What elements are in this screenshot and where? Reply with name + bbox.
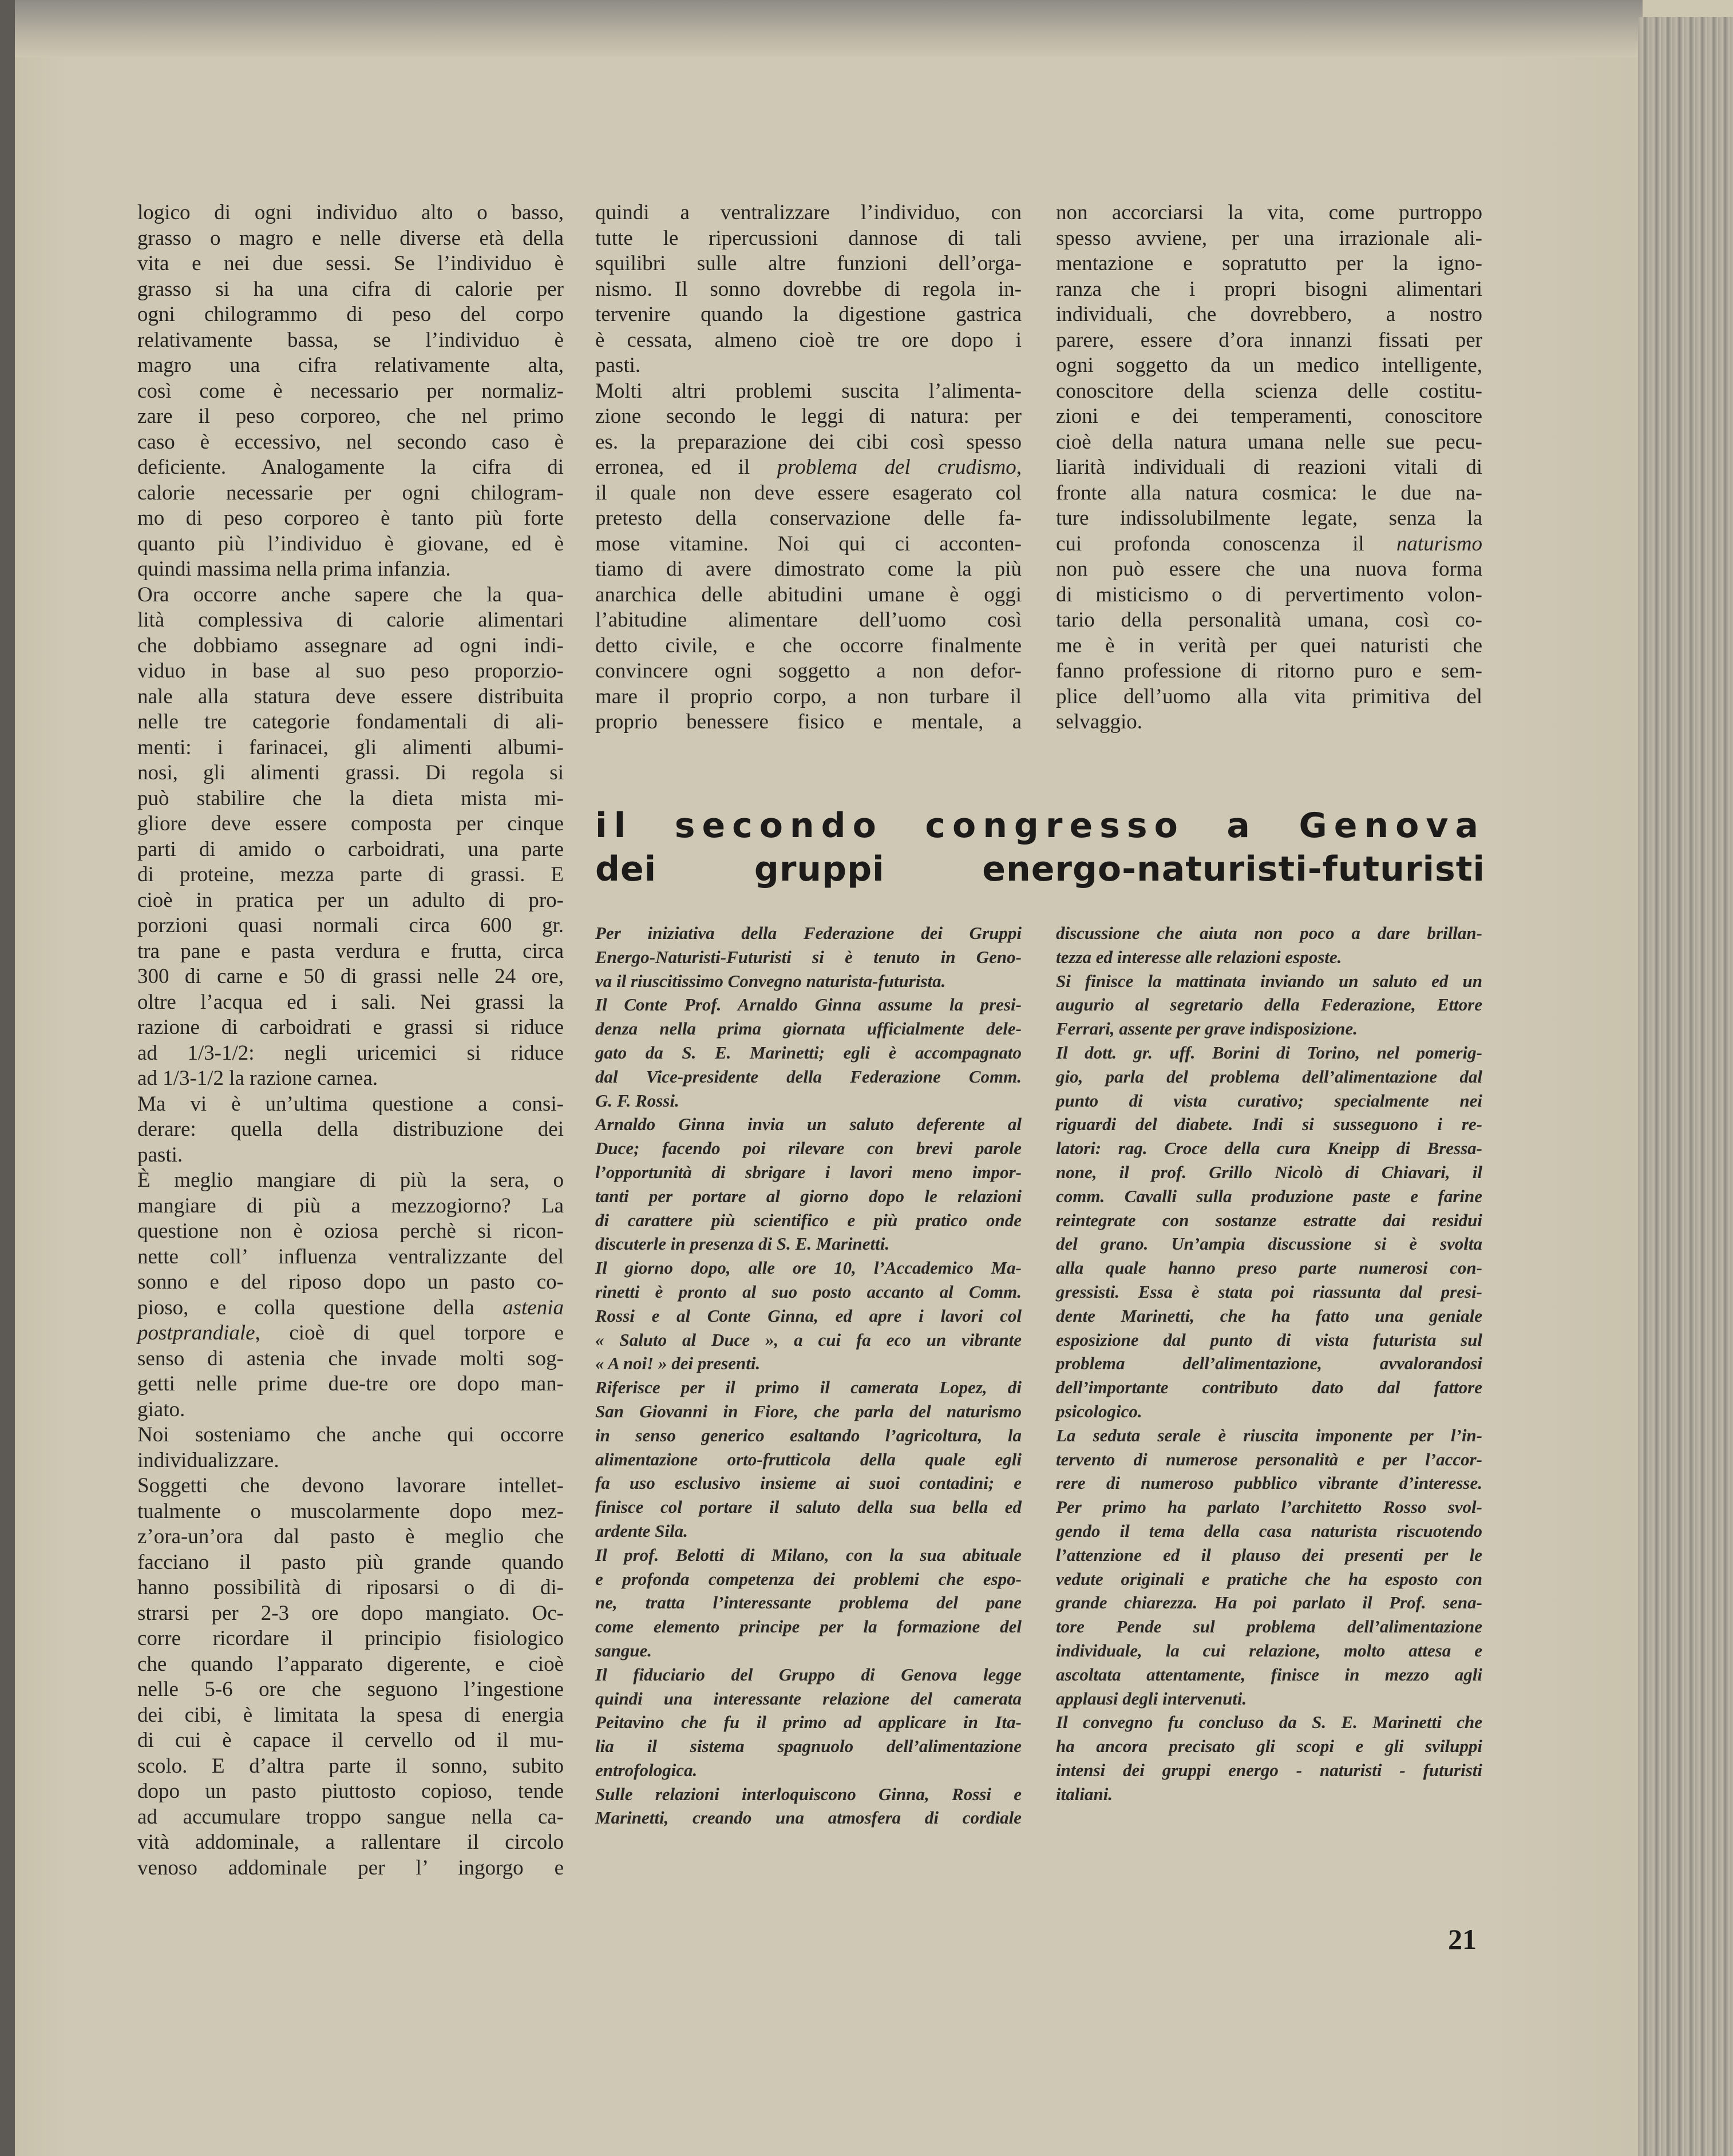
text-line: e profonda competenza dei problemi che espo- bbox=[595, 1568, 1022, 1589]
text-line: proprio benessere fisico e mentale, a bbox=[595, 710, 1022, 734]
text-line: l’abitudine alimentare dell’uomo così bbox=[595, 608, 1022, 632]
text-line: del grano. Un’ampia discussione si è svolta bbox=[1056, 1234, 1482, 1254]
text-line: nelle tre categorie fondamentali di ali- bbox=[137, 710, 564, 734]
text-line: lità complessiva di calorie alimentari bbox=[137, 608, 564, 632]
text-line: Marinetti, creando una atmosfera di cordiale bbox=[595, 1808, 1022, 1828]
text-line bbox=[595, 455, 1022, 481]
text-line: liarità individuali di reazioni vitali di bbox=[1056, 455, 1482, 479]
paragraph bbox=[595, 993, 1022, 1112]
text-line: tore Pende sul problema dell’alimentazione bbox=[1056, 1616, 1482, 1637]
text-line: quindi una interessante relazione del camerata bbox=[595, 1688, 1022, 1709]
text-line: strarsi per 2-3 ore dopo mangiato. Oc- bbox=[137, 1601, 564, 1625]
text-line: grasso si ha una cifra di calorie per bbox=[137, 277, 564, 301]
text-line: porzioni quasi normali circa 600 gr. bbox=[137, 914, 564, 937]
text-line bbox=[1056, 532, 1482, 557]
text-line: dell’importante contributo dato dal fattore bbox=[1056, 1377, 1482, 1398]
text-line: va il riuscitissimo Convegno naturista-futurista. bbox=[595, 970, 946, 991]
text-line: fa uso esclusivo insieme ai suoi contadini; e bbox=[595, 1473, 1022, 1493]
text-line: ad 1/3-1/2 la razione carnea. bbox=[137, 1067, 378, 1090]
text-line: getti nelle prime due-tre ore dopo man- bbox=[137, 1372, 564, 1396]
text-line: l’opportunità di sbrigare i lavori meno impor- bbox=[595, 1162, 1022, 1182]
text-line: ranza che i propri bisogni alimentari bbox=[1056, 277, 1482, 301]
paragraph bbox=[1056, 1041, 1482, 1424]
text-line: es. la preparazione dei cibi così spesso bbox=[595, 430, 1022, 454]
text-line: ture indissolubilmente legate, senza la bbox=[1056, 506, 1482, 530]
paragraph bbox=[137, 200, 564, 582]
text-line: quindi massima nella prima infanzia. bbox=[137, 557, 451, 581]
text-line: fronte alla natura cosmica: le due na- bbox=[1056, 481, 1482, 505]
text-line: zione secondo le leggi di natura: per bbox=[595, 405, 1022, 428]
text-line: ne, tratta l’interessante problema del pane bbox=[595, 1592, 1022, 1613]
article-column-3 bbox=[1056, 200, 1482, 735]
text-line: può stabilire che la dieta mista mi- bbox=[137, 786, 564, 810]
text-line: vita e nei due sessi. Se l’individuo è bbox=[137, 252, 564, 275]
text-line: caso è eccessivo, nel secondo caso è bbox=[137, 430, 564, 454]
paragraph bbox=[595, 1782, 1022, 1830]
text-line: psicologico. bbox=[1056, 1401, 1142, 1421]
text-line: oltre l’acqua ed i sali. Nei grassi la bbox=[137, 990, 564, 1014]
text-line: nismo. Il sonno dovrebbe di regola in- bbox=[595, 277, 1022, 301]
text-line: relativamente bassa, se l’individuo è bbox=[137, 328, 564, 352]
text-line: tiamo di avere dimostrato come la più bbox=[595, 557, 1022, 581]
text-line: selvaggio. bbox=[1056, 710, 1143, 734]
text-line: fanno professione di ritorno puro e sem- bbox=[1056, 659, 1482, 683]
text-line: non accorciarsi la vita, come purtroppo bbox=[1056, 201, 1482, 224]
text-line: ha ancora precisato gli scopi e gli sviluppi bbox=[1056, 1736, 1482, 1757]
text-line: pasti. bbox=[137, 1143, 183, 1167]
text-line: Peitavino che fu il primo ad applicare in Ita- bbox=[595, 1712, 1022, 1733]
text-line: gendo il tema della casa naturista riscuotendo bbox=[1056, 1520, 1482, 1541]
text-line: È meglio mangiare di più la sera, o bbox=[137, 1168, 564, 1192]
text-line: tervenire quando la digestione gastrica bbox=[595, 303, 1022, 326]
text-line: alimentazione orto-frutticola della quale egli bbox=[595, 1449, 1022, 1469]
emphasis-text: problema del crudismo bbox=[777, 455, 1016, 479]
text-line: mare il proprio corpo, a non turbare il bbox=[595, 684, 1022, 708]
text-line: Il dott. gr. uff. Borini di Torino, nel pomerig- bbox=[1056, 1042, 1482, 1063]
text-line: gliore deve essere composta per cinque bbox=[137, 812, 564, 835]
text-line: logico di ogni individuo alto o basso, bbox=[137, 201, 564, 224]
text-line: nelle 5-6 ore che seguono l’ingestione bbox=[137, 1678, 564, 1701]
text-line: Il prof. Belotti di Milano, con la sua abituale bbox=[595, 1544, 1022, 1565]
text-line: sonno e del riposo dopo un pasto co- bbox=[137, 1270, 564, 1294]
text-line: spesso avviene, per una irrazionale ali- bbox=[1056, 226, 1482, 250]
text-line: applausi degli intervenuti. bbox=[1056, 1688, 1247, 1709]
text-line: Rossi e al Conte Ginna, ed apre i lavori col bbox=[595, 1305, 1022, 1326]
text-line: Il giorno dopo, alle ore 10, l’Accademico Ma- bbox=[595, 1258, 1022, 1278]
text-line: mentazione e sopratutto per la igno- bbox=[1056, 252, 1482, 275]
text-line: zare il peso corporeo, che nel primo bbox=[137, 405, 564, 428]
text-line: Per primo ha parlato l’architetto Rosso svol- bbox=[1056, 1497, 1482, 1517]
text-line: tra pane e pasta verdura e frutta, circa bbox=[137, 939, 564, 963]
text-line: lia il sistema spagnuolo dell’alimentazione bbox=[595, 1736, 1022, 1757]
text-line: tario della personalità umana, così co- bbox=[1056, 608, 1482, 632]
text-line: discuterle in presenza di S. E. Marinetti. bbox=[595, 1234, 890, 1254]
text-line: Il fiduciario del Gruppo di Genova legge bbox=[595, 1664, 1022, 1685]
text-line: Sulle relazioni interloquiscono Ginna, Rossi e bbox=[595, 1784, 1022, 1804]
text-line: La seduta serale è riuscita imponente per l’in- bbox=[1056, 1425, 1482, 1445]
paragraph bbox=[595, 1256, 1022, 1376]
report-column-1 bbox=[595, 921, 1022, 1830]
text-line: Noi sosteniamo che anche qui occorre bbox=[137, 1423, 564, 1446]
text-line: Il Conte Prof. Arnaldo Ginna assume la presi- bbox=[595, 994, 1022, 1015]
paragraph bbox=[595, 1376, 1022, 1543]
paragraph bbox=[1056, 969, 1482, 1041]
text-line: individualizzare. bbox=[137, 1448, 279, 1472]
paragraph bbox=[595, 921, 1022, 993]
text-line: razione di carboidrati e grassi si riduce bbox=[137, 1016, 564, 1039]
text-line: che quando l’apparato digerente, e cioè bbox=[137, 1652, 564, 1676]
text-line: problema dell’alimentazione, avvalorandosi bbox=[1056, 1353, 1482, 1374]
text-line: reintegrate con sostanze estratte dai residui bbox=[1056, 1210, 1482, 1230]
text-line: così come è necessario per normaliz- bbox=[137, 379, 564, 403]
text-line: gio, parla del problema dell’alimentazione dal bbox=[1056, 1066, 1482, 1087]
text-line: dei cibi, è limitata la spesa di energia bbox=[137, 1703, 564, 1727]
text-line: scolo. E d’altra parte il sonno, subito bbox=[137, 1754, 564, 1778]
text-line: di misticismo o di pervertimento volon- bbox=[1056, 582, 1482, 607]
text-line: dente Marinetti, che ha fatto una geniale bbox=[1056, 1305, 1482, 1326]
text-segment: erronea, ed il bbox=[595, 455, 777, 479]
text-line: conoscitore della scienza delle costitu- bbox=[1056, 379, 1482, 403]
text-line: Duce; facendo poi rilevare con brevi parole bbox=[595, 1138, 1022, 1159]
paragraph bbox=[1056, 921, 1482, 969]
paragraph bbox=[137, 1473, 564, 1881]
text-line: cioè della natura umana nelle sue pecu- bbox=[1056, 430, 1482, 454]
paragraph bbox=[137, 1168, 564, 1422]
text-line: venoso addominale per l’ ingorgo e bbox=[137, 1856, 564, 1880]
text-line: mangiare di più a mezzogiorno? La bbox=[137, 1194, 564, 1218]
text-line: hanno possibilità di riposarsi o di di- bbox=[137, 1576, 564, 1599]
text-line: quindi a ventralizzare l’individuo, con bbox=[595, 201, 1022, 224]
headline-line-1: il secondo congresso a Genova bbox=[595, 806, 1485, 846]
text-line: squilibri sulle altre funzioni dell’orga- bbox=[595, 252, 1022, 275]
text-line: gressisti. Essa è stata poi riassunta dal presi- bbox=[1056, 1281, 1482, 1302]
text-line: Riferisce per il primo il camerata Lopez, di bbox=[595, 1377, 1022, 1398]
text-line: Il convegno fu concluso da S. E. Marinetti che bbox=[1056, 1712, 1482, 1733]
text-line: anarchica delle abitudini umane è oggi bbox=[595, 582, 1022, 607]
text-line: Soggetti che devono lavorare intellet- bbox=[137, 1474, 564, 1497]
paragraph bbox=[137, 1092, 564, 1168]
text-line: parere, essere d’ora innanzi fissati per bbox=[1056, 328, 1482, 352]
text-line: di carattere più scientifico e più pratico onde bbox=[595, 1210, 1022, 1230]
text-line: viduo in base al suo peso proporzio- bbox=[137, 659, 564, 683]
text-line: cioè in pratica per un adulto di pro- bbox=[137, 888, 564, 912]
text-line: G. F. Rossi. bbox=[595, 1090, 679, 1111]
text-line: Arnaldo Ginna invia un saluto deferente al bbox=[595, 1114, 1022, 1135]
text-line: di cui è capace il cervello od il mu- bbox=[137, 1729, 564, 1752]
paragraph bbox=[1056, 200, 1482, 735]
text-line: gato da S. E. Marinetti; egli è accompagnato bbox=[595, 1042, 1022, 1063]
paragraph bbox=[595, 1663, 1022, 1782]
text-line: mose vitamine. Noi qui ci acconten- bbox=[595, 532, 1022, 556]
text-line: comm. Cavalli sulla produzione paste e farine bbox=[1056, 1186, 1482, 1206]
text-line: augurio al segretario della Federazione, Ettore bbox=[1056, 994, 1482, 1015]
paragraph bbox=[1056, 1710, 1482, 1806]
text-line: tervento di numerose personalità e per l’accor- bbox=[1056, 1449, 1482, 1469]
text-line: grande chiarezza. Ha poi parlato il Prof. sena- bbox=[1056, 1592, 1482, 1613]
text-line: alla quale hanno preso parte numerosi con- bbox=[1056, 1258, 1482, 1278]
emphasis-text: naturismo bbox=[1396, 532, 1482, 556]
text-line: Ferrari, assente per grave indisposizione. bbox=[1056, 1018, 1358, 1039]
text-line: facciano il pasto più grande quando bbox=[137, 1550, 564, 1574]
text-line: quanto più l’individuo è giovane, ed è bbox=[137, 532, 564, 556]
text-line: magro una cifra relativamente alta, bbox=[137, 354, 564, 377]
text-line: ad accumulare troppo sangue nella ca- bbox=[137, 1805, 564, 1829]
text-line: tanti per portare al giorno dopo le relazioni bbox=[595, 1186, 1022, 1206]
text-line: intensi dei gruppi energo - naturisti - futuristi bbox=[1056, 1759, 1482, 1780]
text-line: ascoltata attentamente, finisce in mezzo agli bbox=[1056, 1664, 1482, 1685]
text-line bbox=[137, 1321, 564, 1346]
text-segment: cui profonda conoscenza il bbox=[1056, 532, 1396, 556]
text-line: tutte le ripercussioni dannose di tali bbox=[595, 226, 1022, 250]
text-line: Ma vi è un’ultima questione a consi- bbox=[137, 1092, 564, 1116]
text-line: none, il prof. Grillo Nicolò di Chiavari, il bbox=[1056, 1162, 1482, 1182]
page-number: 21 bbox=[1448, 1923, 1477, 1955]
paragraph bbox=[137, 582, 564, 1092]
text-line: Ora occorre anche sapere che la qua- bbox=[137, 582, 564, 607]
text-line: grasso o magro e nelle diverse età della bbox=[137, 226, 564, 250]
text-line: nale alla statura deve essere distribuita bbox=[137, 684, 564, 708]
text-line: corre ricordare il principio fisiologico bbox=[137, 1627, 564, 1650]
text-line: entrofologica. bbox=[595, 1759, 698, 1780]
text-line: individuali, che dovrebbero, a nostro bbox=[1056, 303, 1482, 326]
text-line: nette coll’ influenza ventralizzante del bbox=[137, 1245, 564, 1269]
text-line: calorie necessarie per ogni chilogram- bbox=[137, 481, 564, 505]
text-line: Si finisce la mattinata inviando un saluto ed un bbox=[1056, 970, 1482, 991]
text-line: dopo un pasto piuttosto copioso, tende bbox=[137, 1780, 564, 1803]
text-line: sangue. bbox=[595, 1640, 652, 1660]
text-line: che dobbiamo assegnare ad ogni indi- bbox=[137, 633, 564, 657]
text-line: rere di numeroso pubblico vibrante d’interesse. bbox=[1056, 1473, 1482, 1493]
text-line: 300 di carne e 50 di grassi nelle 24 ore, bbox=[137, 965, 564, 988]
emphasis-text: postprandiale bbox=[137, 1321, 255, 1345]
paragraph bbox=[595, 200, 1022, 379]
page-edges bbox=[1638, 17, 1733, 2156]
paragraph bbox=[595, 1543, 1022, 1663]
text-line: non può essere che una nuova forma bbox=[1056, 557, 1482, 581]
text-line: come elemento principe per la formazione del bbox=[595, 1616, 1022, 1637]
headline-line-2: dei gruppi energo-naturisti-futuristi bbox=[595, 849, 1485, 889]
text-line: vedute originali e pratiche che ha esposto con bbox=[1056, 1568, 1482, 1589]
text-line: l’attenzione ed il plauso dei presenti per le bbox=[1056, 1544, 1482, 1565]
text-line bbox=[137, 1295, 564, 1321]
text-segment: , cioè di quel torpore e bbox=[255, 1321, 564, 1345]
text-line: nosi, gli alimenti grassi. Di regola si bbox=[137, 761, 564, 784]
text-line: ad 1/3-1/2: negli uricemici si riduce bbox=[137, 1041, 564, 1065]
page-binding bbox=[0, 0, 15, 2156]
text-line: latori: rag. Croce della cura Kneipp di Bressa- bbox=[1056, 1138, 1482, 1159]
paragraph bbox=[1056, 1424, 1482, 1711]
text-line: denza nella prima giornata ufficialmente dele- bbox=[595, 1018, 1022, 1039]
text-line: senso di astenia che invade molti sog- bbox=[137, 1346, 564, 1370]
report-column-2 bbox=[1056, 921, 1482, 1806]
text-line: parti di amido o carboidrati, una parte bbox=[137, 837, 564, 861]
text-line: « Saluto al Duce », a cui fa eco un vibrante bbox=[595, 1329, 1022, 1350]
text-line: riguardi del diabete. Indi si susseguono i re- bbox=[1056, 1114, 1482, 1135]
text-line: mo di peso corporeo è tanto più forte bbox=[137, 506, 564, 530]
text-line: z’ora-un’ora dal pasto è meglio che bbox=[137, 1525, 564, 1548]
text-line: è cessata, almeno cioè tre ore dopo i bbox=[595, 328, 1022, 352]
text-line: Molti altri problemi suscita l’alimenta- bbox=[595, 379, 1022, 403]
text-line: il quale non deve essere esagerato col bbox=[595, 481, 1022, 505]
text-line: discussione che aiuta non poco a dare brillan- bbox=[1056, 923, 1482, 943]
headline bbox=[595, 804, 1485, 891]
text-line: me è in verità per quei naturisti che bbox=[1056, 633, 1482, 657]
text-line: dal Vice-presidente della Federazione Comm. bbox=[595, 1066, 1022, 1087]
text-line: ogni chilogrammo di peso del corpo bbox=[137, 303, 564, 326]
text-line: individuale, la cui relazione, molto attesa e bbox=[1056, 1640, 1482, 1660]
text-line: plice dell’uomo alla vita primitiva del bbox=[1056, 684, 1482, 708]
paragraph bbox=[137, 1422, 564, 1473]
text-line: deficiente. Analogamente la cifra di bbox=[137, 455, 564, 479]
text-line: italiani. bbox=[1056, 1784, 1113, 1804]
text-segment: , bbox=[1016, 455, 1022, 479]
text-line: ogni soggetto da un medico intelligente, bbox=[1056, 354, 1482, 377]
text-line: menti: i farinacei, gli alimenti albumi- bbox=[137, 735, 564, 759]
text-line: vità addominale, a rallentare il circolo bbox=[137, 1830, 564, 1854]
text-segment: pioso, e colla questione della bbox=[137, 1295, 503, 1319]
text-line: esposizione dal punto di vista futurista sul bbox=[1056, 1329, 1482, 1350]
text-line: detto civile, e che occorre finalmente bbox=[595, 633, 1022, 657]
text-line: tualmente o muscolarmente dopo mez- bbox=[137, 1499, 564, 1523]
text-line: questione non è oziosa perchè si ricon- bbox=[137, 1219, 564, 1243]
text-line: Per iniziativa della Federazione dei Gruppi bbox=[595, 923, 1022, 943]
text-line: finisce col portare il saluto della sua bella ed bbox=[595, 1497, 1022, 1517]
text-line: zioni e dei temperamenti, conoscitore bbox=[1056, 405, 1482, 428]
text-line: derare: quella della distribuzione dei bbox=[137, 1117, 564, 1141]
text-line: pretesto della conservazione delle fa- bbox=[595, 506, 1022, 530]
text-line: San Giovanni in Fiore, che parla del naturismo bbox=[595, 1401, 1022, 1421]
paragraph bbox=[595, 379, 1022, 735]
text-line: tezza ed interesse alle relazioni esposte. bbox=[1056, 946, 1342, 967]
article-column-2 bbox=[595, 200, 1022, 735]
text-line: rinetti è pronto al suo posto accanto al Comm. bbox=[595, 1281, 1022, 1302]
text-line: giato. bbox=[137, 1397, 185, 1421]
paragraph bbox=[595, 1112, 1022, 1256]
text-line: « A noi! » dei presenti. bbox=[595, 1353, 761, 1374]
text-line: convincere ogni soggetto a non defor- bbox=[595, 659, 1022, 683]
text-line: ardente Sila. bbox=[595, 1520, 688, 1541]
text-line: di proteine, mezza parte di grassi. E bbox=[137, 863, 564, 886]
text-line: pasti. bbox=[595, 354, 641, 377]
text-line: Energo-Naturisti-Futuristi si è tenuto in Geno- bbox=[595, 946, 1022, 967]
text-line: punto di vista curativo; specialmente nei bbox=[1056, 1090, 1482, 1111]
scan-shadow-top bbox=[0, 0, 1643, 57]
emphasis-text: astenia bbox=[503, 1295, 564, 1319]
article-column-1 bbox=[137, 200, 564, 1881]
text-line: in senso generico esaltando l’agricoltura, la bbox=[595, 1425, 1022, 1445]
